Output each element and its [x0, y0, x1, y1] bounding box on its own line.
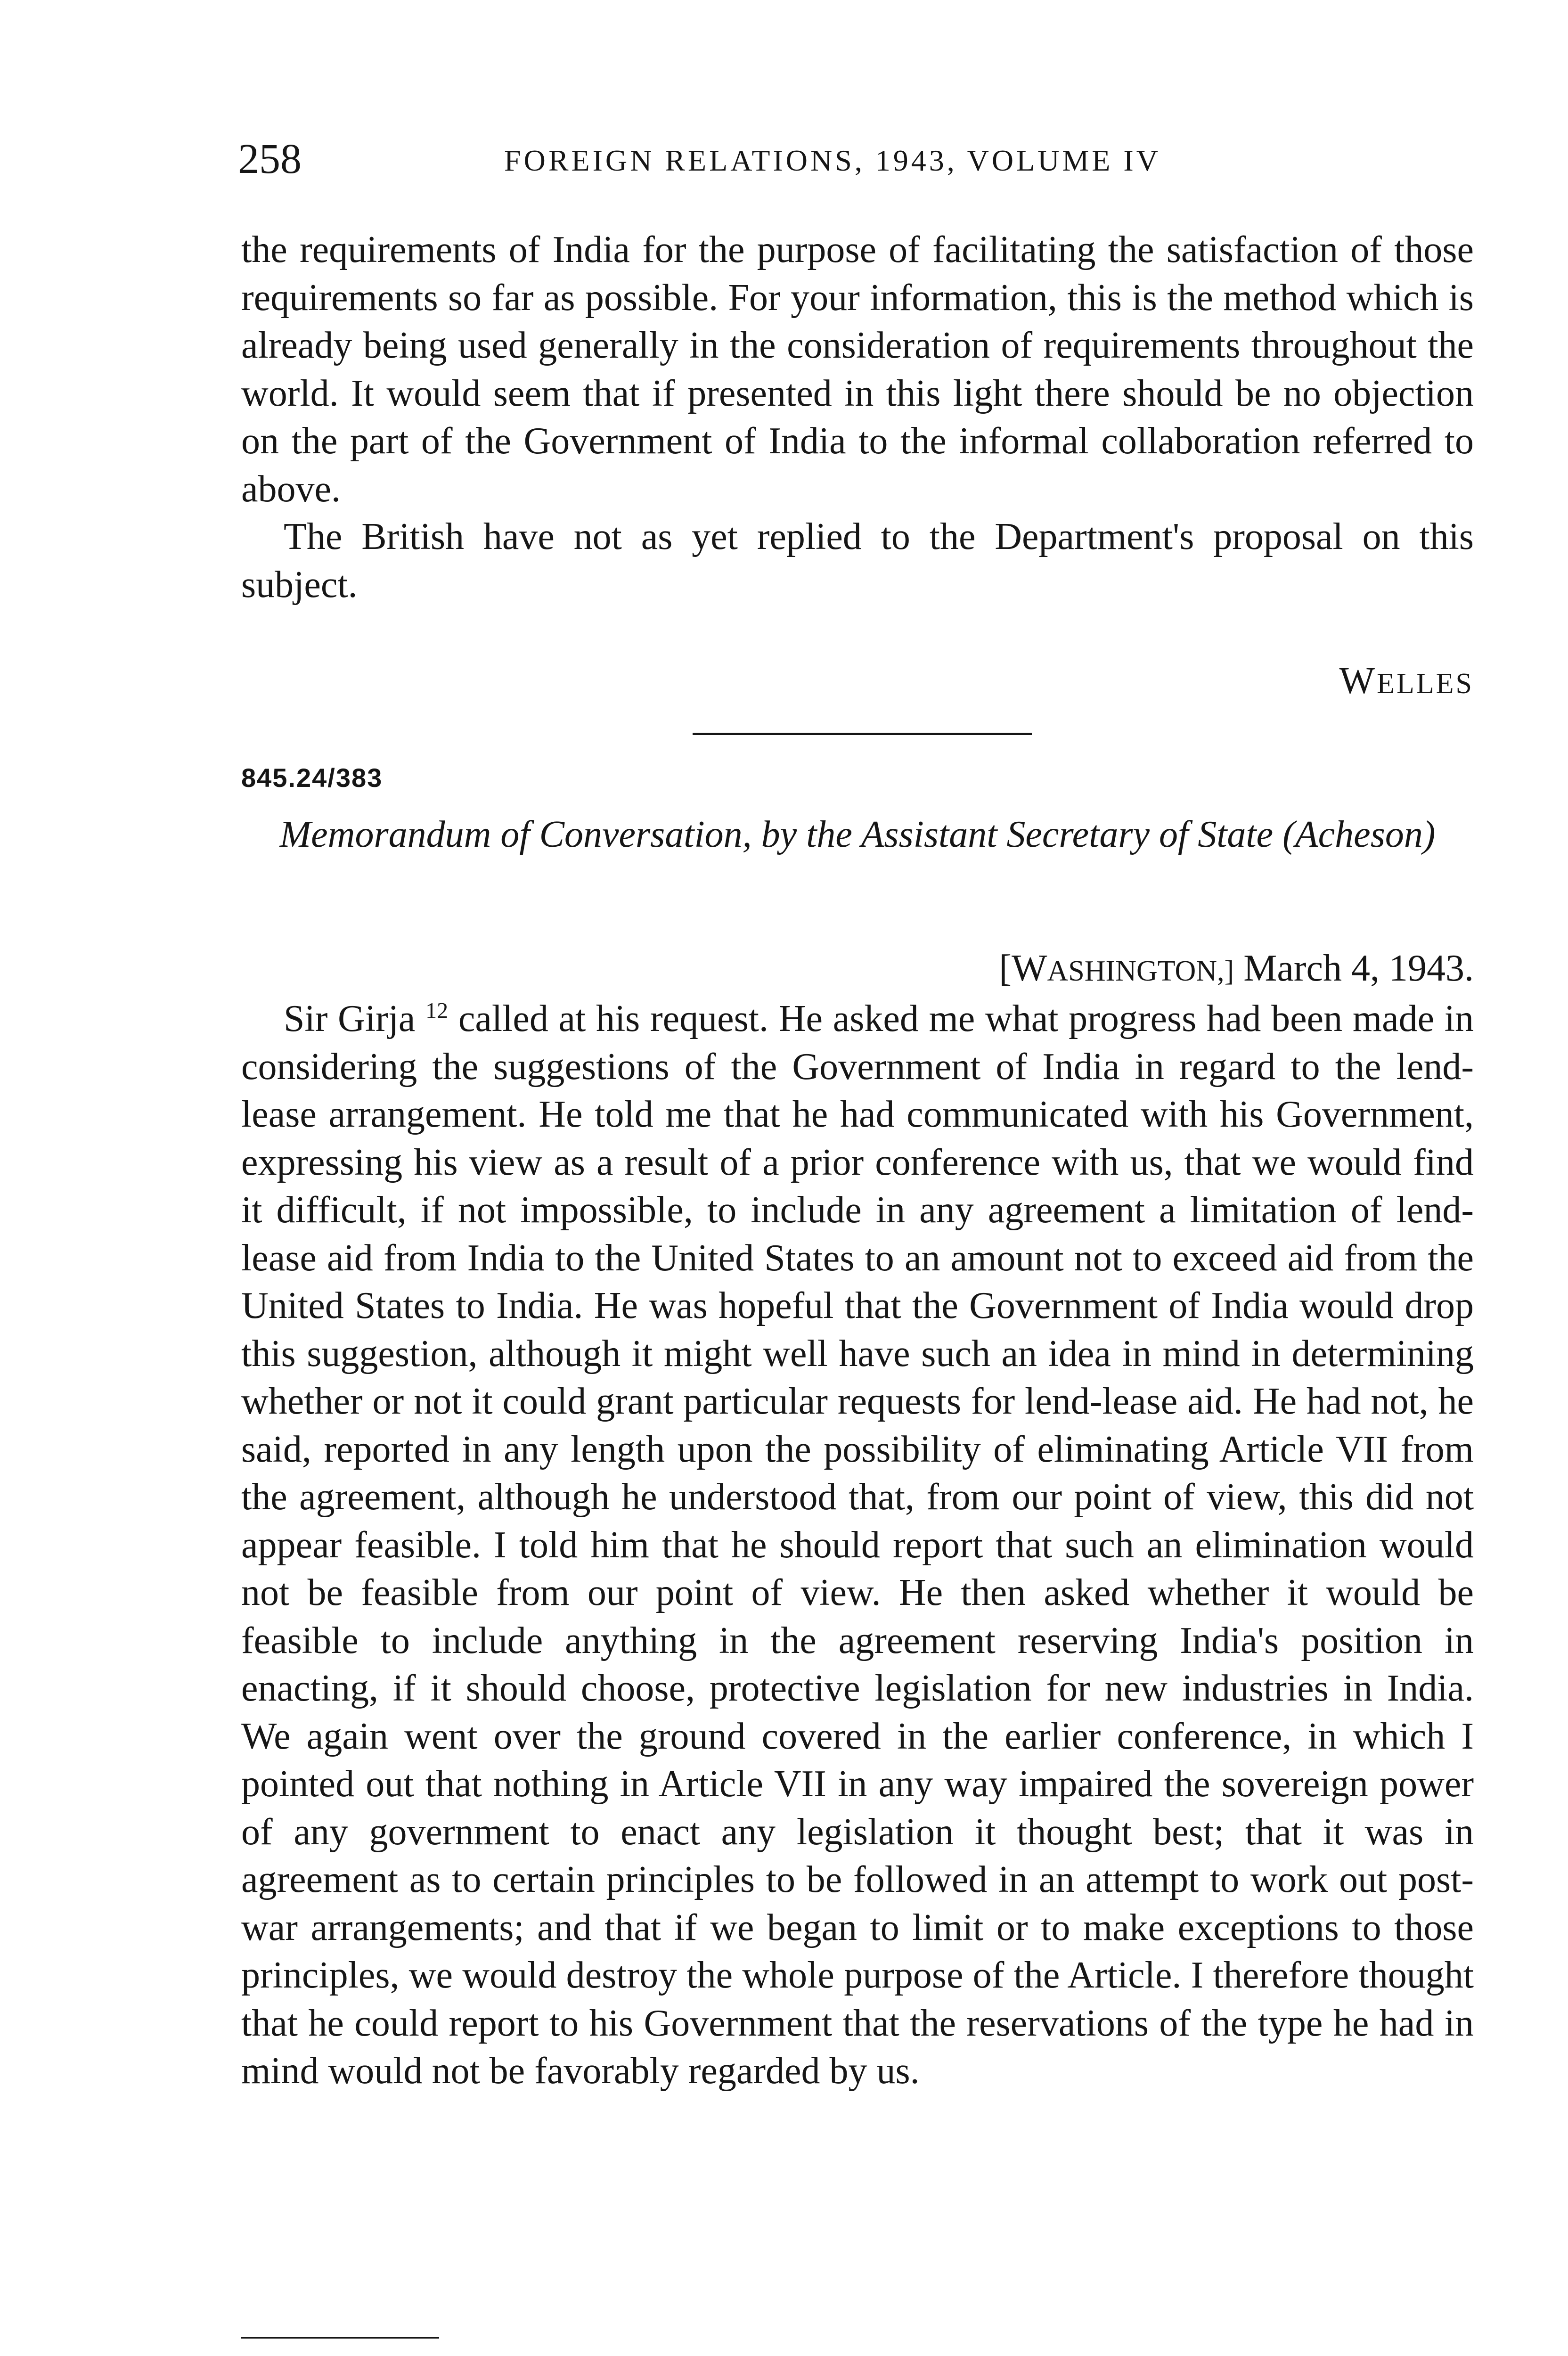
file-number: 845.24/383	[241, 763, 383, 793]
page-header	[238, 131, 1477, 188]
british-reply-paragraph: The British have not as yet replied to the Department's proposal on this subject.	[241, 516, 1474, 605]
document-title: Memorandum of Conversation, by the Assistant Secretary of State (Acheson)	[279, 814, 1436, 855]
footnote-rule	[241, 2337, 439, 2339]
running-head: FOREIGN RELATIONS, 1943, VOLUME IV	[504, 144, 1161, 177]
page-number: 258	[238, 136, 302, 182]
continuation-text	[241, 226, 1474, 609]
footnote-ref: 12	[425, 998, 449, 1023]
memorandum-body	[241, 995, 1474, 2095]
continuation-paragraph: the requirements of India for the purpose of facilitating the satisfaction of those requirements so far as possible. For your information, this is the method which is already being used generally in the consideration of requirements throughout the world. It would seem that if presented in this light there should be no objection on the part of the Government of India to the informal collaboration referred to above.	[241, 229, 1474, 510]
dateline: [WASHINGTON,] March 4, 1943.	[999, 948, 1474, 989]
section-divider	[693, 733, 1032, 735]
memorandum-paragraph: Sir Girja $^{12}$ called at his request. He asked me what progress had been made in considering the suggestions of the Government of India in regard to the lend-lease arrangement. He told me that he had communicated with his Government, expressing his view as a result of a prior conference with us, that we would find it difficult, if not impossible, to include in any agreement a limitation of lend-lease aid from India to the United States to an amount not to exceed aid from the United States to India. He was hopeful that the Government of India would drop this suggestion, although it might well have such an idea in mind in determining whether or not it could grant particular requests for lend-lease aid. He had not, he said, reported in any length upon the possibility of eliminating Article VII from the agreement, although he understood that, from our point of view, this did not appear feasible. I told him that he should report that such an elimination would not be feasible from our point of view. He then asked whether it would be feasible to include anything in the agreement reserving India's position in enacting, if it should choose, protective legislation for new industries in India. We again went over the ground covered in the earlier conference, in which I pointed out that nothing in Article VII in any way impaired the sovereign power of any government to enact any legislation it thought best; that it was in agreement as to certain principles to be followed in an attempt to work out post-war arrangements; and that if we began to limit or to make exceptions to those principles, we would destroy the whole purpose of the Article. I therefore thought that he could report to his Government that the reservations of the type he had in mind would not be favorably regarded by us.	[241, 998, 1474, 2092]
signature-welles: WELLES	[1339, 660, 1474, 702]
